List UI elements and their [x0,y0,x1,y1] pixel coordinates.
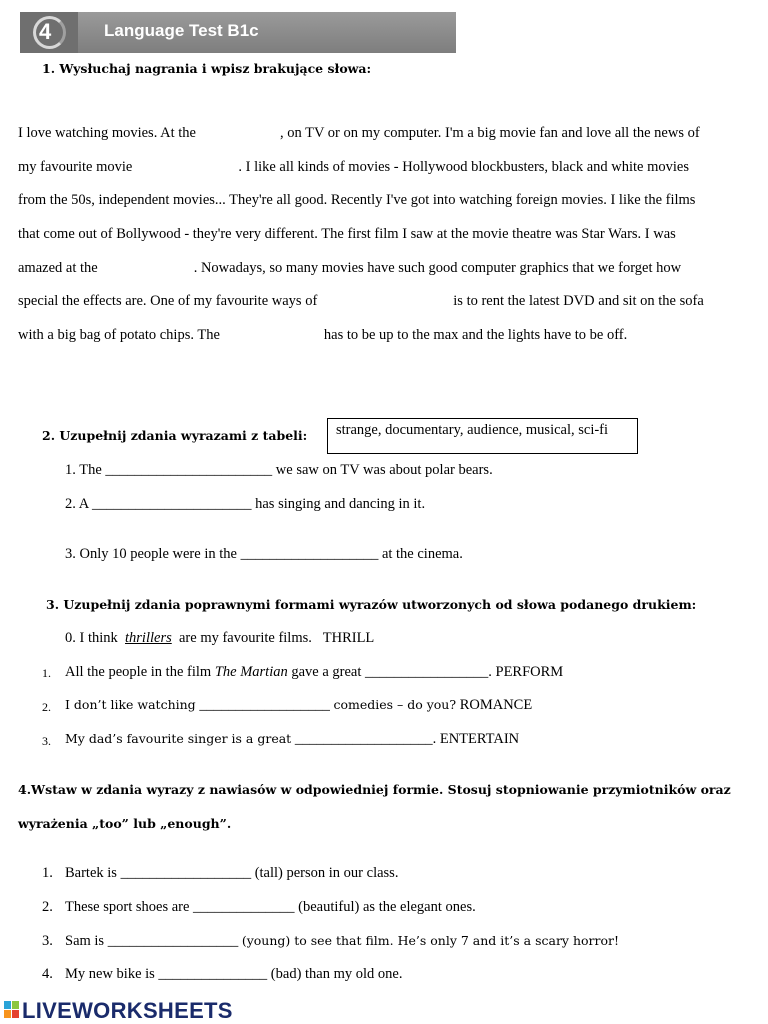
ex1-line-5: amazed at the . Nowadays, so many movies have such good computer graphics that we forget how [18,260,682,276]
section-number: 4 [39,19,52,44]
ex4-num-2: 2. [42,899,53,915]
ex1-line-2: my favourite movie . I like all kinds of movies - Hollywood blockbusters, black and white movies [18,159,689,175]
ex3-item-3[interactable]: My dad’s favourite singer is a great ___________________. ENTERTAIN [65,731,520,747]
ex1-line-3: from the 50s, independent movies... They're all good. Recently I've got into watching foreign movies. I like the films [18,192,696,208]
ex3-item-1[interactable]: All the people in the film The Martian gave a great _________________. PERFORM [65,664,564,680]
ex4-item-3[interactable]: Sam is __________________ (young) to see that film. He’s only 7 and it’s a scary horror! [65,933,620,949]
ex4-item-4[interactable]: My new bike is _______________ (bad) than my old one. [65,966,403,982]
liveworksheets-logo-icon [4,1001,20,1019]
ex2-instruction: 2. Uzupełnij zdania wyrazami z tabeli: [42,428,308,443]
ex3-num-1: 1. [42,666,51,680]
ex1-instruction: 1. Wysłuchaj nagrania i wpisz brakujące słowa: [42,61,372,76]
ex3-num-2: 2. [42,700,51,714]
ex1-line-4: that come out of Bollywood - they're very different. The first film I saw at the movie theatre was Star Wars. I was [18,226,676,242]
ex4-num-4: 4. [42,966,53,982]
ex2-item-2[interactable]: 2. A ______________________ has singing and dancing in it. [65,496,426,512]
section-number-badge [20,12,78,53]
ex2-item-3[interactable]: 3. Only 10 people were in the ___________________ at the cinema. [65,546,463,562]
header-bar [20,12,456,53]
ex1-line-6: special the effects are. One of my favourite ways of is to rent the latest DVD and sit on the sofa [18,293,704,309]
ex3-num-3: 3. [42,734,51,748]
ex4-item-1[interactable]: Bartek is __________________ (tall) person in our class. [65,865,399,881]
ex1-line-1: I love watching movies. At the , on TV or on my computer. I'm a big movie fan and love all the news of [18,125,700,141]
footer-brand[interactable]: LIVEWORKSHEETS [22,998,233,1023]
ex1-line-7: with a big bag of potato chips. The has to be up to the max and the lights have to be off. [18,327,628,343]
ex3-example: 0. I think thrillers are my favourite films. THRILL [65,630,375,646]
ex4-num-3: 3. [42,933,53,949]
word-box: strange, documentary, audience, musical, sci-fi [327,418,638,454]
example-answer: thrillers [125,630,172,646]
ex4-instruction-line-1: 4.Wstaw w zdania wyrazy z nawiasów w odpowiedniej formie. Stosuj stopniowanie przymiotników oraz [18,782,731,797]
ex2-item-1[interactable]: 1. The _______________________ we saw on TV was about polar bears. [65,462,493,478]
page-title: Language Test B1c [104,21,259,40]
ex4-instruction-line-2: wyrażenia „too” lub „enough”. [18,816,232,831]
ex3-item-2[interactable]: I don’t like watching __________________ comedies – do you? ROMANCE [65,697,533,713]
ex4-num-1: 1. [42,865,53,881]
ex3-instruction: 3. Uzupełnij zdania poprawnymi formami wyrazów utworzonych od słowa podanego drukiem: [46,597,697,612]
ex4-item-2[interactable]: These sport shoes are ______________ (beautiful) as the elegant ones. [65,899,476,915]
